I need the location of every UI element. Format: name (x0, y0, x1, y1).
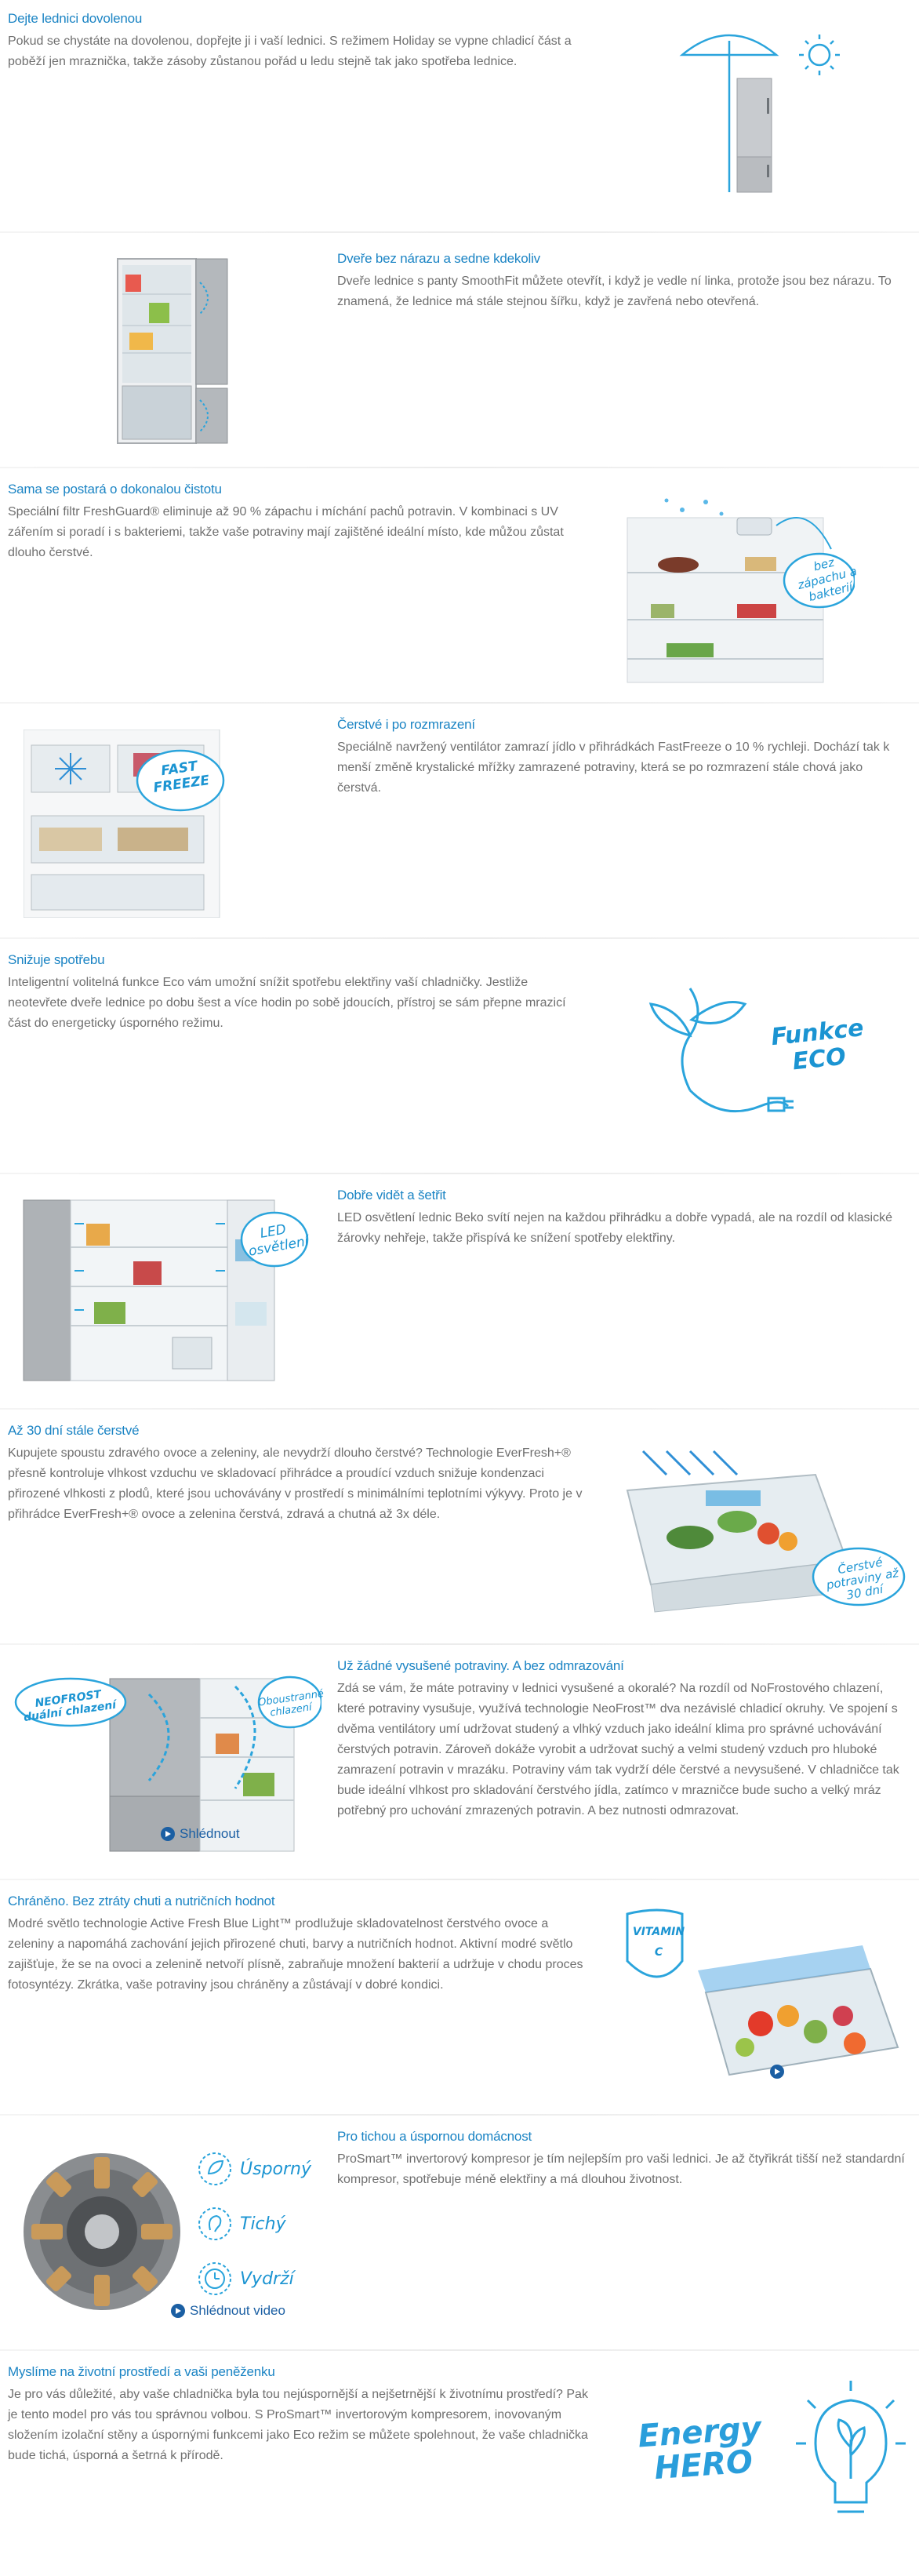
feature-body: LED osvětlení lednic Beko svítí nejen na každou přihrádku a dobře vypadá, ale na rozdíl od klasické žárovky nehřeje, takže přispívá ke snížení spotřeby elektřiny. (337, 1211, 892, 1245)
section-divider (0, 1408, 919, 1410)
section-divider (0, 1879, 919, 1880)
watch-video-button[interactable] (161, 1826, 240, 1842)
section-divider (0, 467, 919, 468)
feature-title: Dveře bez nárazu a sedne kdekoliv (337, 251, 540, 266)
lightbulb-leaf-icon (792, 2377, 910, 2534)
quiet-ear-icon (196, 2205, 234, 2243)
section-divider (0, 231, 919, 233)
feature-body: Je pro vás důležité, aby vaše chladnička byla tou nejúspornější a nejšetrnější k životnímu prostředí? Pak je tento model pro vás tou správnou volbou. S ProSmart™ invertorovým kompresorem, inovovaným složením izolační stěny a úspornými funkcemi jako Eco režim se můžete spolehnout, že vaše chladnička bude tichá, úsporná a šetrná k přírodě. (8, 2388, 588, 2462)
feature-title: Myslíme na životní prostředí a vaši peněženku (8, 2364, 275, 2379)
icon-label-efficient: Úsporný (240, 2159, 311, 2179)
play-icon (770, 2065, 784, 2079)
section-divider (0, 1173, 919, 1174)
feature-title: Až 30 dní stále čerstvé (8, 1423, 140, 1438)
feature-title: Čerstvé i po rozmrazení (337, 717, 475, 732)
eco-badge-line2: ECO (791, 1042, 848, 1076)
feature-body: Modré světlo technologie Active Fresh Blue Light™ prodlužuje skladovatelnost čerstvého ovoce a zeleniny a napomáhá zachování jejich přirozené chuti, barvy a nutričních hodnot. Aktivní modré světlo zajišťuje, že se na ovoci a zelenině netvoří plísně, zabraňuje množení bakterií a udržuje v chodu proces fotosyntézy. Zkrátka, vaše potraviny jsou chráněny a zůstávají v dobré kondici. (8, 1917, 583, 1992)
neofrost-badge-label: NEOFROST duální chlazení (23, 1688, 118, 1725)
feature-body: Speciálně navržený ventilátor zamrazí jídlo v přihrádkách FastFreeze o 10 % rychleji. Dochází tak k menší změně krystalické mřížky zamrazené potraviny, která se po rozmrazení stále chová jako čerstvá. (337, 740, 890, 795)
energy-hero-badge-text (637, 2412, 765, 2487)
play-icon (161, 1827, 175, 1841)
feature-text (8, 482, 588, 563)
section-divider (0, 2349, 919, 2351)
feature-body: Dveře lednice s panty SmoothFit můžete otevřít, i když je vedle ní linka, protože jsou bez nárazu. To znamená, že lednice má stále stejnou šířku, když je zavřená nebo otevřená. (337, 275, 892, 308)
feature-title: Chráněno. Bez ztráty chuti a nutričních hodnot (8, 1894, 275, 1908)
play-icon (171, 2304, 185, 2318)
led-badge-label: LED osvětlení (247, 1221, 310, 1260)
feature-title: Už žádné vysušené potraviny. A bez odmrazování (337, 1658, 624, 1673)
watch-video-label: Shlédnout (180, 1826, 240, 1841)
icon-label-durable: Vydrží (240, 2269, 294, 2289)
dual-cooling-badge-label: Oboustranné chlazení (257, 1687, 325, 1719)
feature-text (337, 1188, 910, 1249)
feature-text (337, 1658, 914, 1821)
feature-text (337, 2129, 914, 2190)
odor-badge-label: bez zápachu a bakterií (796, 555, 859, 605)
feature-body: Inteligentní volitelná funkce Eco vám umožní snížit spotřebu elektřiny vaší chladničky. Jestliže neotevřete dveře lednice po dobu šest a více hodin po sobě jdoucích, přístroj se sám přepne mrazicí část do energeticky úsporného režimu. (8, 976, 566, 1030)
feature-body: Kupujete spoustu zdravého ovoce a zeleniny, ale nevydrží dlouho čerstvé? Technologie EverFresh+® přesně kontroluje vlhkost vzduchu ve skladovací přihrádce a proudící vzduch snižuje kondenzaci přirozené vlhkosti z plodů, které jsou uchovávány v prostředí s minimálními teplotními výkyvy. Proto je v přihrádce EverFresh+® ovoce a zelenina čerstvá, zdravá a chutná až 3x déle. (8, 1446, 583, 1521)
feature-body: Pokud se chystáte na dovolenou, dopřejte ji i vaší lednici. S režimem Holiday se vypne chladicí část a poběží jen mraznička, takže zásoby zůstanou pořád u ledu stejně tak jako spotřeba lednice. (8, 35, 572, 68)
fridge-open-doors-image (102, 251, 235, 447)
feature-body: Speciální filtr FreshGuard® eliminuje až 90 % zápachu i míchání pachů potravin. V kombinaci s UV zářením si poradí i s bakteriemi, takže vaše potraviny mají zajištěné ideální místo, kde můžou zůstat dlouho čerstvé. (8, 505, 564, 559)
watch-video-play-button[interactable] (770, 2065, 784, 2079)
fast-freeze-badge-label: FAST FREEZE (152, 758, 211, 796)
feature-text (337, 717, 902, 799)
section-divider (0, 2114, 919, 2116)
icon-row-efficient (196, 2141, 321, 2196)
energy-hero-line1: Energy (637, 2410, 763, 2455)
section-divider (0, 1643, 919, 1645)
energy-hero-line2: HERO (653, 2443, 754, 2487)
feature-text (8, 1423, 588, 1525)
feature-title: Dejte lednici dovolenou (8, 11, 143, 26)
prosmart-icon-list (196, 2141, 321, 2306)
feature-title: Dobře vidět a šetřit (337, 1188, 446, 1202)
fridge-led-light-image (16, 1192, 321, 1388)
clock-icon (196, 2260, 234, 2298)
inverter-compressor-image (16, 2141, 188, 2322)
feature-text (337, 251, 910, 312)
feature-text (8, 952, 588, 1034)
feature-title: Snižuje spotřebu (8, 952, 105, 967)
watch-video-button[interactable] (171, 2303, 285, 2319)
everfresh-badge-label: Čerstvé potraviny až 30 dní (825, 1555, 900, 1603)
watch-video-label: Shlédnout video (190, 2303, 285, 2318)
icon-row-quiet (196, 2196, 321, 2251)
vitamin-badge-label: VITAMIN C (632, 1926, 685, 1959)
feature-body: Zdá se vám, že máte potraviny v lednici vysušené a okoralé? Na rozdíl od NoFrostového chlazení, které potraviny vysušuje, využívá technologie NeoFrost™ dva nezávislé chladicí okruhy. Ve spojení s dvěma ventilátory umí udržovat studený a vlhký vzduch jako ideální klima pro správné uchovávání čerstvých potravin. Zároveň dokáže vyrobit a udržovat suchý a velmi studený vzduch pro hluboké zamrazení potravin v mrazáku. Potraviny vám tak vydrží déle čerstvé a nevysušené. V chladničce tak bude ideální vlhkost pro skladování čerstvého jídla, zatímco v mrazničce bude sucho a velký mráz potřebný pro uchování zmrazených potravin. A bez nutnosti odmrazovat. (337, 1682, 899, 1817)
holiday-umbrella-illustration (674, 24, 847, 196)
feature-text (8, 1894, 588, 1996)
feature-text (8, 2364, 588, 2466)
feature-title: Pro tichou a úspornou domácnost (337, 2129, 532, 2144)
eco-badge-line1: Funkce (769, 1014, 866, 1052)
feature-title: Sama se postará o dokonalou čistotu (8, 482, 222, 497)
feature-text (8, 11, 588, 72)
eco-badge-text (770, 1015, 868, 1078)
leaf-icon (196, 2150, 234, 2188)
icon-row-durable (196, 2251, 321, 2306)
section-divider (0, 702, 919, 704)
icon-label-quiet: Tichý (240, 2214, 286, 2234)
section-divider (0, 937, 919, 939)
feature-body: ProSmart™ invertorový kompresor je tím nejlepším pro vaši lednici. Je až čtyřikrát tišší než standardní kompresor, spotřebuje méně elektřiny a má dlouhou životnost. (337, 2152, 905, 2186)
